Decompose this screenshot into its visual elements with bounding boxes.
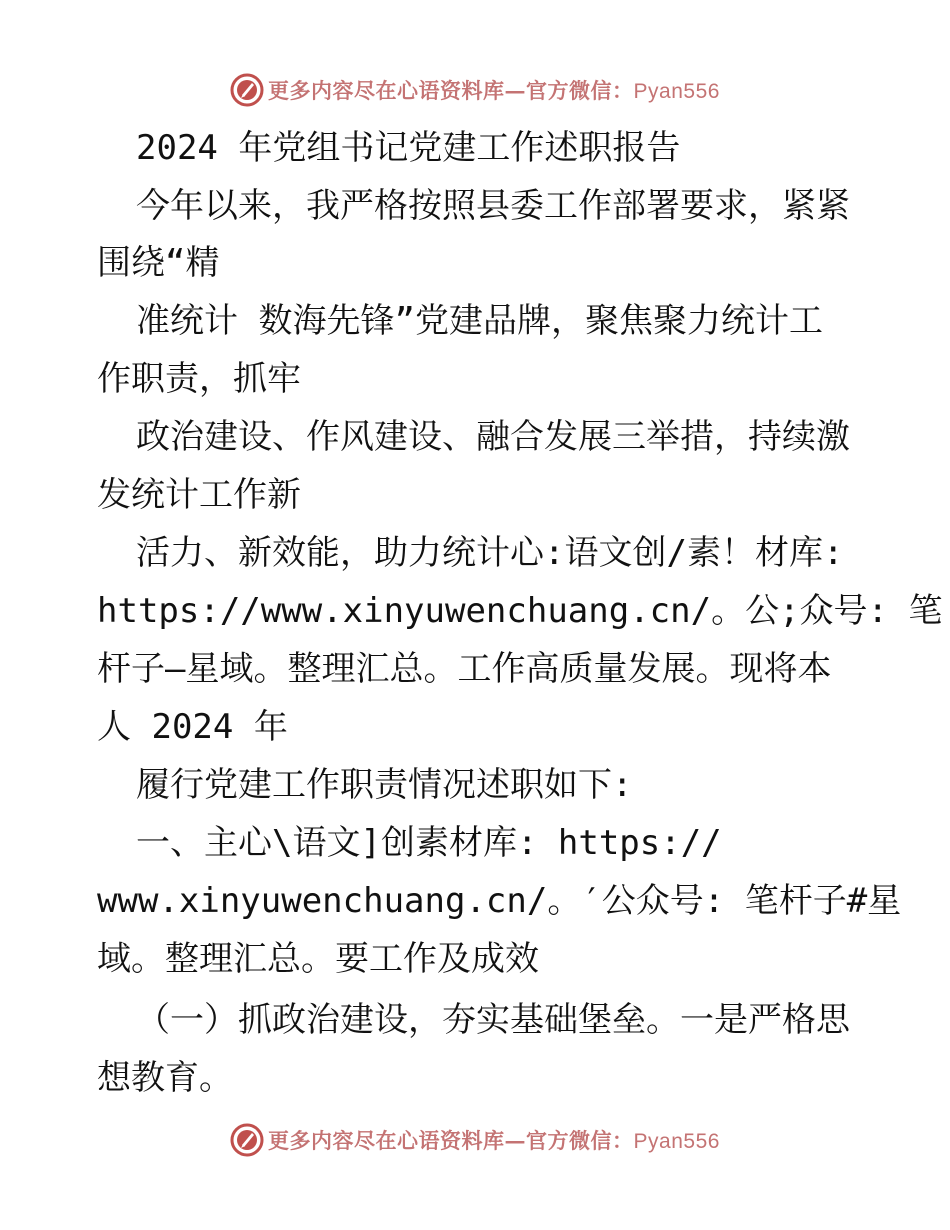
text-line: 政治建设、作风建设、融合发展三举措，持续激 [136,417,850,457]
text-line: www.xinyuwenchuang.cn/。′公众号: 笔杆子#星 [97,881,902,921]
text-line: 域。整理汇总。要工作及成效 [97,939,539,979]
text-line: 作职责，抓牢 [97,359,301,399]
text-line: https://www.xinyuwenchuang.cn/。公;众号: 笔 [97,591,943,631]
text-line: 准统计 数海先锋”党建品牌，聚焦聚力统计工 [136,301,823,341]
document-title: 2024 年党组书记党建工作述职报告 [136,128,681,168]
text-line: 一、主心\语文]创素材库: https:// [136,823,722,863]
text-line: 想教育。 [97,1058,233,1098]
text-line: 人 2024 年 [97,707,288,747]
section-heading: （一）抓政治建设，夯实基础堡垒。一是严格思 [136,1000,850,1040]
text-line: 围绕“精 [97,243,220,283]
banner-text: 更多内容尽在心语资料库—官方微信： [268,1128,634,1153]
text-line: 履行党建工作职责情况述职如下: [136,765,633,805]
banner-wechat-id: Pyan556 [633,80,720,103]
pen-logo-icon [230,1123,264,1157]
text-line: 杆子—星域。整理汇总。工作高质量发展。现将本 [97,649,832,689]
header-banner [0,70,950,110]
text-line: 发统计工作新 [97,475,301,515]
pen-logo-icon [230,73,264,107]
text-line: 活力、新效能，助力统计心:语文创/素！材库: [136,533,844,573]
text-line: 今年以来，我严格按照县委工作部署要求，紧紧 [136,186,850,226]
banner-wechat-id: Pyan556 [633,1130,720,1153]
banner-text: 更多内容尽在心语资料库—官方微信： [268,78,634,103]
footer-banner [0,1120,950,1160]
